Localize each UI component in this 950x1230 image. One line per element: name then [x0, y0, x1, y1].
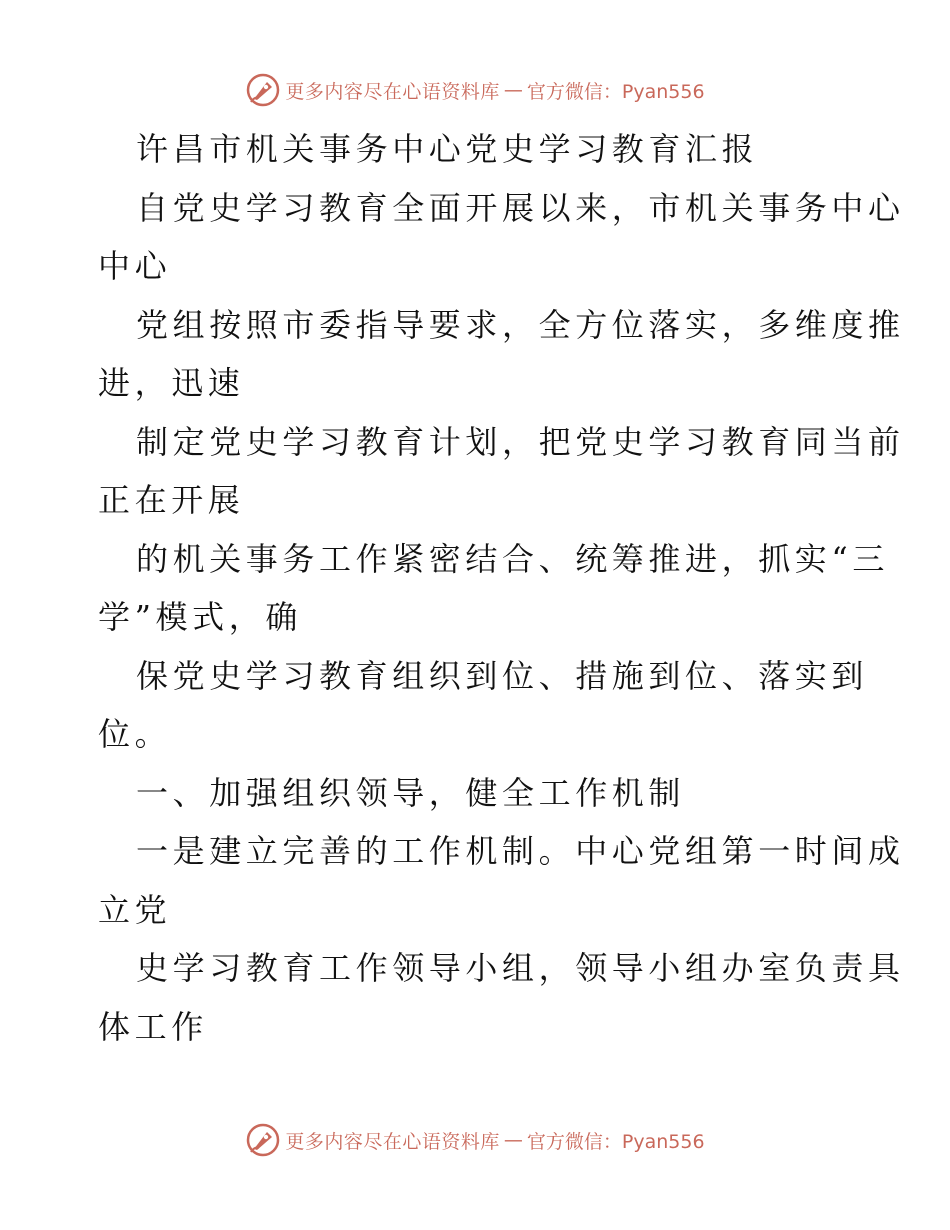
paragraph-line: 体工作 [98, 1007, 208, 1046]
section-heading: 一、加强组织领导，健全工作机制 [136, 773, 686, 812]
paragraph-line: 制定党史学习教育计划，把党史学习教育同当前 [136, 422, 905, 461]
watermark-contact: 官方微信：Pyan556 [526, 80, 705, 103]
paragraph-line: 学”模式，确 [98, 598, 302, 636]
paragraph-line: 立党 [98, 890, 172, 929]
paragraph-line: 进，迅速 [98, 364, 245, 402]
paragraph-line: 党组按照市委指导要求，全方位落实，多维度推 [136, 305, 905, 344]
paragraph-line: 保党史学习教育组织到位、措施到位、落实到 [136, 656, 869, 695]
document-body [98, 120, 905, 1056]
footer-watermark [0, 1120, 950, 1160]
paragraph-line: 史学习教育工作领导小组，领导小组办室负责具 [136, 949, 905, 987]
paragraph-line: 正在开展 [98, 481, 245, 519]
paragraph-line: 的机关事务工作紧密结合、统筹推进，抓实“三 [136, 539, 889, 578]
paragraph-line: 中心 [98, 247, 172, 285]
watermark-text: 更多内容尽在心语资料库 [285, 80, 500, 103]
header-watermark [0, 70, 950, 110]
pen-nib-logo-icon [245, 1122, 281, 1158]
paragraph-line: 一是建立完善的工作机制。中心党组第一时间成 [136, 832, 905, 870]
watermark-contact: 官方微信：Pyan556 [526, 1130, 705, 1153]
paragraph-line: 位。 [98, 715, 172, 753]
watermark-separator: — [503, 1129, 523, 1151]
pen-nib-logo-icon [245, 72, 281, 108]
document-title: 许昌市机关事务中心党史学习教育汇报 [136, 130, 759, 168]
watermark-text: 更多内容尽在心语资料库 [285, 1130, 500, 1153]
watermark-separator: — [503, 79, 523, 101]
paragraph-line: 自党史学习教育全面开展以来，市机关事务中心 [136, 188, 905, 227]
